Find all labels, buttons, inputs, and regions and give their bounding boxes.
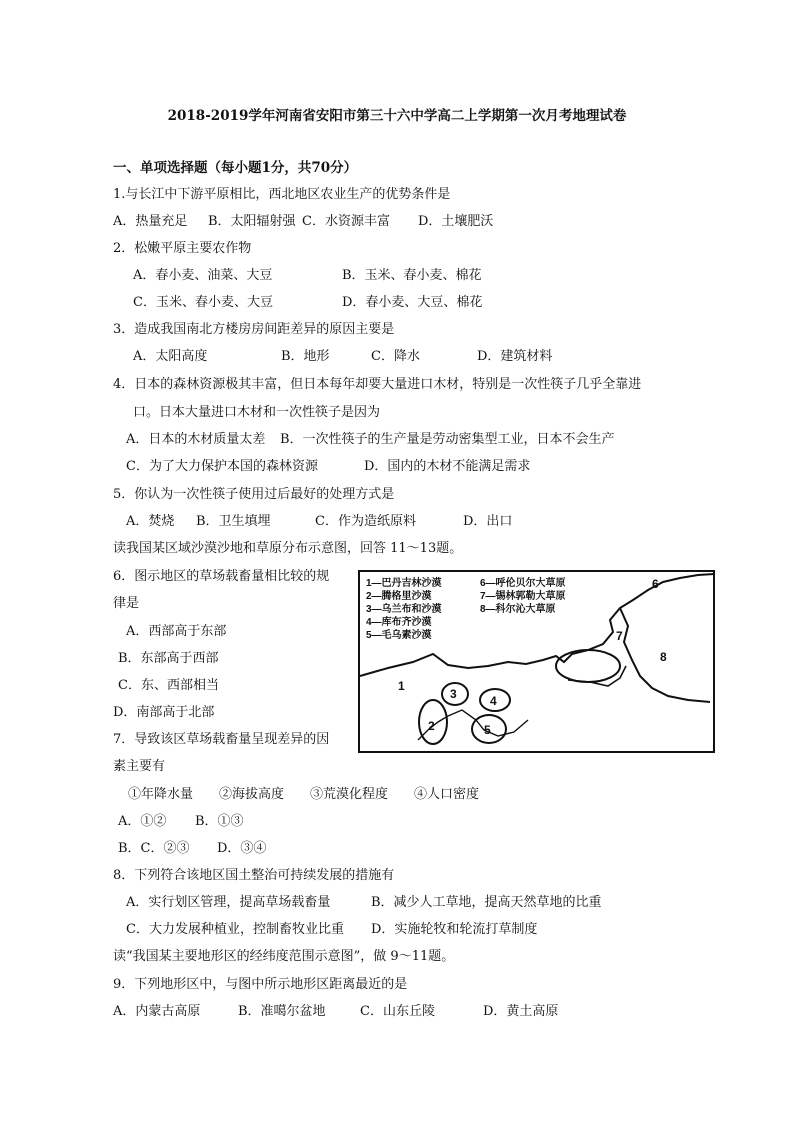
question-6-stem-line2: 律是 [113,596,140,611]
question-2-option-b: B．玉米、春小麦、棉花 [342,268,482,283]
map-label-6: 6 [652,577,659,591]
question-6-option-a: A．西部高于东部 [126,624,227,639]
legend-item-5: 5—毛乌素沙漠 [366,630,432,641]
question-2-option-c: C．玉米、春小麦、大豆 [133,295,273,310]
question-7-stem-line2: 素主要有 [113,759,166,774]
question-9-option-b: B．准噶尔盆地 [238,1004,326,1019]
question-5-option-d: D．出口 [463,514,513,529]
map-label-1: 1 [398,679,405,693]
desert-grassland-map [358,570,715,753]
question-1-option-c: C．水资源丰富 [302,214,390,229]
reading-instruction-2: 读“我国某主要地形区的经纬度范围示意图”，做 9～11题。 [113,949,455,964]
question-8-stem: 8．下列符合该地区国土整治可持续发展的措施有 [113,868,395,883]
map-label-4: 4 [490,694,497,708]
question-1-stem: 1.与长江中下游平原相比，西北地区农业生产的优势条件是 [113,187,451,202]
question-9-stem: 9．下列地形区中，与图中所示地形区距离最近的是 [113,977,408,992]
question-8-option-c: C．大力发展种植业，控制畜牧业比重 [126,922,344,937]
reading-instruction-1: 读我国某区域沙漠沙地和草原分布示意图，回答 11～13题。 [113,541,463,556]
question-3-option-a: A．太阳高度 [133,349,208,364]
question-4-option-c: C．为了大力保护本国的森林资源 [126,459,318,474]
question-5-stem: 5．你认为一次性筷子使用过后最好的处理方式是 [113,487,395,502]
legend-item-1: 1—巴丹吉林沙漠 [366,578,442,589]
legend-item-7: 7—锡林郭勒大草原 [480,591,566,602]
question-3-option-c: C．降水 [371,349,420,364]
question-6-option-b: B．东部高于西部 [118,651,219,666]
question-1-option-a: A．热量充足 [113,214,188,229]
question-7-option-a: A．①② [118,814,167,829]
question-7-factors: ①年降水量 ②海拔高度 ③荒漠化程度 ④人口密度 [128,787,480,802]
question-3-option-d: D．建筑材料 [477,349,553,364]
question-5-option-b: B．卫生填埋 [196,514,271,529]
question-2-option-d: D．春小麦、大豆、棉花 [342,295,483,310]
question-6-option-d: D．南部高于北部 [113,705,215,720]
question-7-option-b: B．①③ [195,814,244,829]
question-8-option-a: A．实行划区管理，提高草场载畜量 [126,895,331,910]
question-3-stem: 3．造成我国南北方楼房房间距差异的原因主要是 [113,322,395,337]
question-2-option-a: A．春小麦、油菜、大豆 [133,268,273,283]
legend-item-4: 4—库布齐沙漠 [366,617,432,628]
map-label-3: 3 [450,687,457,701]
question-9-option-c: C．山东丘陵 [360,1004,435,1019]
question-4-option-a: A．日本的木材质量太差 [126,432,266,447]
legend-item-6: 6—呼伦贝尔大草原 [480,578,566,589]
question-8-option-b: B．减少人工草地，提高天然草地的比重 [371,895,602,910]
question-4-stem-line1: 4．日本的森林资源极其丰富，但日本每年却要大量进口木材，特别是一次性筷子几乎全靠进 [113,377,642,392]
question-2-stem: 2．松嫩平原主要农作物 [113,241,252,256]
legend-item-3: 3—乌兰布和沙漠 [366,604,442,615]
page-title: 2018-2019学年河南省安阳市第三十六中学高二上学期第一次月考地理试卷 [167,108,627,124]
question-3-option-b: B．地形 [281,349,330,364]
question-6-stem-line1: 6．图示地区的草场载畜量相比较的规 [113,569,330,584]
question-4-stem-line2: 口。日本大量进口木材和一次性筷子是因为 [133,405,381,420]
question-1-option-b: B．太阳辐射强 [208,214,296,229]
section-heading: 一、单项选择题（每小题1分，共70分） [113,160,358,176]
map-label-7: 7 [616,629,623,643]
map-label-5: 5 [484,723,491,737]
map-label-2: 2 [428,719,435,733]
question-1-option-d: D．土壤肥沃 [418,214,494,229]
question-9-option-a: A．内蒙古高原 [113,1004,201,1019]
question-7-stem-line1: 7．导致该区草场载畜量呈现差异的因 [113,732,330,747]
question-9-option-d: D．黄土高原 [483,1004,559,1019]
legend-item-2: 2—腾格里沙漠 [366,591,432,602]
question-5-option-a: A．焚烧 [126,514,175,529]
question-7-option-d: D．③④ [217,841,267,856]
question-7-option-c: B．C．②③ [118,841,190,856]
map-label-8: 8 [660,650,667,664]
question-8-option-d: D．实施轮牧和轮流打草制度 [371,922,538,937]
legend-item-8: 8—科尔沁大草原 [480,604,556,615]
question-5-option-c: C．作为造纸原料 [315,514,416,529]
question-4-option-b: B．一次性筷子的生产量是劳动密集型工业，日本不会生产 [280,432,615,447]
question-4-option-d: D．国内的木材不能满足需求 [364,459,531,474]
question-6-option-c: C．东、西部相当 [118,678,219,693]
